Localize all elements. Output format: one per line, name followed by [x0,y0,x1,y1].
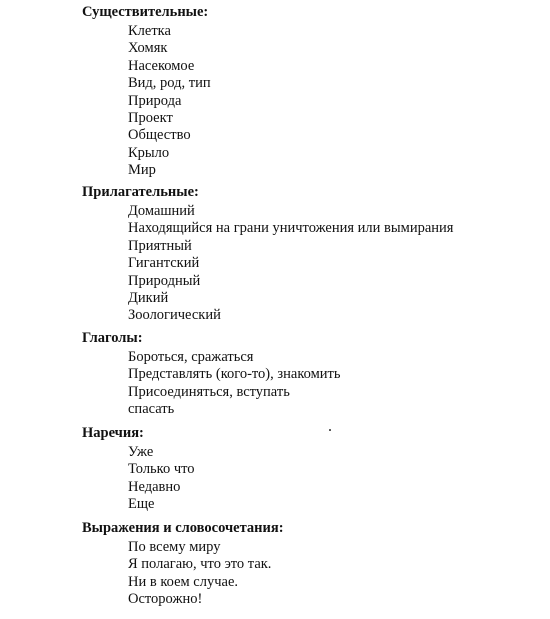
scan-speck [329,429,331,431]
list-item: Недавно [128,478,181,495]
list-item: Общество [128,127,191,144]
list-item: Природный [128,272,201,289]
section-heading: Прилагательные: [82,184,199,200]
list-item: Домашний [128,203,195,219]
word-list [128,203,453,325]
list-item: Хомяк [128,40,168,57]
section-heading: Существительные: [82,4,209,20]
list-item: Представлять (кого-то), знакомить [128,366,341,383]
list-item: Гигантский [128,255,200,272]
list-item: Проект [128,109,173,126]
section-heading: Выражения и словосочетания: [82,520,284,536]
list-item: Зоологический [128,307,221,324]
section-heading: Наречия: [82,425,144,441]
list-item: спасать [128,401,175,418]
list-item: Крыло [128,144,170,161]
list-item: Находящийся на грани уничтожения или вымирания [128,220,454,237]
list-item: Я полагаю, что это так. [128,556,272,573]
list-item: Ни в коем случае. [128,573,239,590]
list-item: Клетка [128,23,171,39]
word-list [128,23,211,180]
list-item: Приятный [128,237,192,254]
word-list [128,539,271,609]
list-item: Природа [128,92,182,109]
list-item: Мир [128,162,156,179]
list-item: Вид, род, тип [128,75,211,92]
list-item: Уже [128,444,154,460]
list-item: По всему миру [128,539,221,555]
word-list [128,349,340,419]
word-list [128,444,195,514]
list-item: Осторожно! [128,591,203,608]
list-item: Бороться, сражаться [128,349,254,365]
list-item: Дикий [128,289,169,306]
list-item: Только что [128,461,195,478]
list-item: Присоединяться, вступать [128,383,290,400]
section-heading: Глаголы: [82,330,143,346]
list-item: Еще [128,496,155,513]
list-item: Насекомое [128,57,195,74]
